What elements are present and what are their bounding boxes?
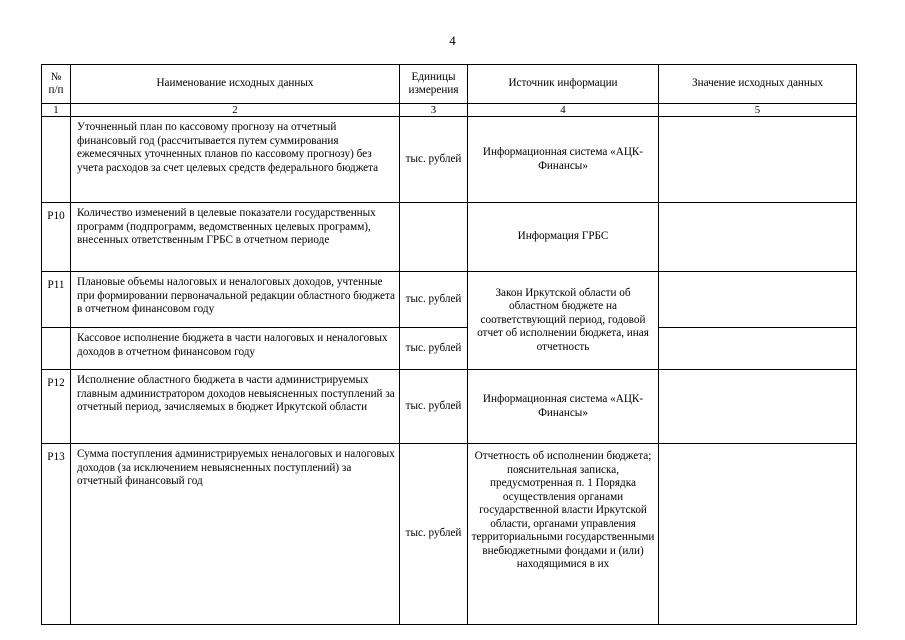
row-name: Сумма поступления администрируемых неналоговых и налоговых доходов (за исключением невыясненных поступлений) за отчетный финансовый год: [71, 444, 400, 625]
row-name: Исполнение областного бюджета в части администрируемых главным администратором доходов невыясненных поступлений за отчетный период, зачисляемых в бюджет Иркутской области: [71, 370, 400, 444]
table-row: [42, 370, 857, 444]
source-data-table: [41, 64, 857, 625]
column-index: 3: [400, 104, 468, 117]
row-unit: тыс. рублей: [400, 370, 468, 444]
table-row: [42, 117, 857, 203]
row-number: Р12: [42, 370, 71, 444]
page-number: 4: [449, 33, 456, 48]
row-value: [659, 203, 857, 272]
column-index-row: [42, 104, 857, 117]
column-index: 1: [42, 104, 71, 117]
row-source: Информация ГРБС: [468, 203, 659, 272]
column-index: 5: [659, 104, 857, 117]
table-row: [42, 444, 857, 625]
row-number: Р13: [42, 444, 71, 625]
header-number: № п/п: [42, 65, 71, 104]
table-row: [42, 328, 857, 370]
table-row: [42, 272, 857, 328]
row-name: Количество изменений в целевые показатели государственных программ (подпрограмм, ведомственных целевых программ), внесенных ответственным ГРБС в отчетном периоде: [71, 203, 400, 272]
row-name: Кассовое исполнение бюджета в части налоговых и неналоговых доходов в отчетном финансовом году: [71, 328, 400, 370]
row-number: [42, 328, 71, 370]
row-unit: тыс. рублей: [400, 328, 468, 370]
row-value: [659, 370, 857, 444]
header-name: Наименование исходных данных: [71, 65, 400, 104]
row-value: [659, 328, 857, 370]
column-index: 2: [71, 104, 400, 117]
row-number: Р10: [42, 203, 71, 272]
row-source: Информационная система «АЦК-Финансы»: [468, 370, 659, 444]
header-source: Источник информации: [468, 65, 659, 104]
row-value: [659, 272, 857, 328]
row-source: Отчетность об исполнении бюджета; пояснительная записка, предусмотренная п. 1 Порядка осуществления органами государственной власти Иркутской области, органами управления территориальными государственными внебюджетными фондами и (или) находящимися в их: [468, 444, 659, 625]
row-value: [659, 444, 857, 625]
row-unit: тыс. рублей: [400, 444, 468, 625]
row-value: [659, 117, 857, 203]
header-units: Единицы измерения: [400, 65, 468, 104]
table-row: [42, 203, 857, 272]
row-number: [42, 117, 71, 203]
column-index: 4: [468, 104, 659, 117]
row-unit: тыс. рублей: [400, 272, 468, 328]
row-source: Закон Иркутской области об областном бюджете на соответствующий период, годовой отчет об исполнении бюджета, иная отчетность: [468, 272, 659, 370]
row-number: Р11: [42, 272, 71, 328]
row-source: Информационная система «АЦК-Финансы»: [468, 117, 659, 203]
row-name: Плановые объемы налоговых и неналоговых доходов, учтенные при формировании первоначальной редакции областного бюджета в отчетном финансовом году: [71, 272, 400, 328]
row-name: Уточненный план по кассовому прогнозу на отчетный финансовый год (рассчитывается путем суммирования ежемесячных уточненных планов по кассовому прогнозу) без учета расходов за счет целевых средств федерального бюджета: [71, 117, 400, 203]
table-header-row: [42, 65, 857, 104]
header-value: Значение исходных данных: [659, 65, 857, 104]
row-unit: [400, 203, 468, 272]
row-unit: тыс. рублей: [400, 117, 468, 203]
